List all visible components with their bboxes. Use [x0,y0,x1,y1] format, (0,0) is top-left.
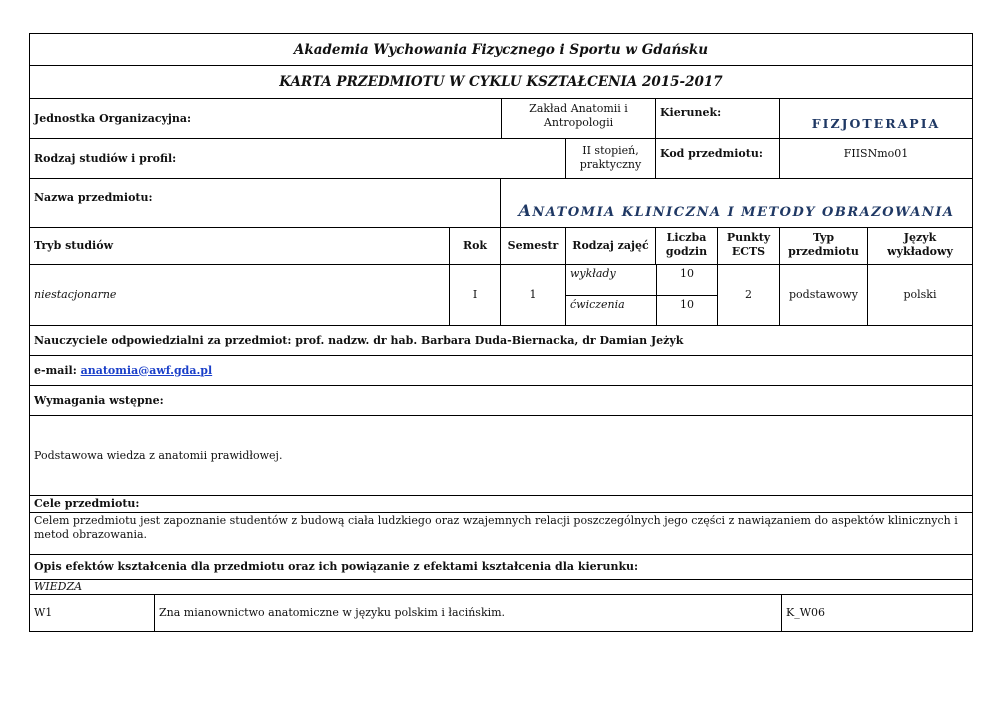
email-cell [30,356,972,385]
td-classes [565,265,717,325]
course-code-value: FIISNmo01 [779,139,972,178]
subject-name-initial: A [518,201,533,220]
subject-name-rest: NATOMIA KLINICZNA I METODY OBRAZOWANIA [532,205,955,220]
studies-table-header [29,228,973,265]
outcomes-section-row [29,580,973,595]
outcomes-label: Opis efektów kształcenia dla przedmiotu oraz ich powiązanie z efektami kształcenia dla kierunku: [34,560,639,573]
requirements-label: Wymagania wstępne: [34,393,164,407]
th-ects-line1: Punkty [726,231,771,244]
td-class-row-exercises [566,295,717,325]
th-ects [717,228,779,264]
goals-label: Cele przedmiotu: [34,497,140,510]
goals-text-line1: Celem przedmiotu jest zapoznanie studentów z budową ciała ludzkiego oraz wzajemnych relacji poszczególnych jego części z nawiązaniem do aspektów klinicznych i [34,514,958,527]
outcomes-label-row [29,555,973,580]
td-class1: wykłady [570,267,616,280]
goals-text [30,513,972,554]
th-subject-type [779,228,867,264]
td-class2: ćwiczenia [570,298,625,311]
direction-value: FIZJOTERAPIA [811,116,941,131]
org-unit-value [501,99,655,138]
org-unit-label: Jednostka Organizacyjna: [34,111,192,125]
th-hours [655,228,717,264]
studies-type-label: Rodzaj studiów i profil: [34,151,177,165]
teachers-row [29,326,973,356]
course-code-label: Kod przedmiotu: [655,139,779,178]
email-row [29,356,973,386]
td-ects: 2 [717,265,779,325]
studies-type-value-line2: praktyczny [579,158,642,171]
subject-name-cell [500,179,972,227]
direction-label: Kierunek: [655,99,779,138]
studies-type-row [29,139,973,179]
requirements-text: Podstawowa wiedza z anatomii prawidłowej. [34,448,283,462]
card-title: KARTA PRZEDMIOTU W CYKLU KSZTAŁCENIA 2015-2017 [279,74,723,90]
subject-name [518,201,955,220]
th-semester: Semestr [500,228,565,264]
studies-table-row [29,265,973,326]
outcomes-section: WIEDZA [34,580,83,593]
td-subject-type: podstawowy [779,265,867,325]
studies-type-value [565,139,655,178]
th-subject-type-line2: przedmiotu [788,245,859,258]
studies-type-value-line1: II stopień, [582,144,639,157]
outcome-row [29,595,973,632]
td-language: polski [867,265,972,325]
th-language [867,228,972,264]
th-year: Rok [449,228,500,264]
direction-value-cell [779,99,972,138]
td-hours2: 10 [656,295,717,325]
th-ects-line2: ECTS [731,245,766,258]
outcome-code: W1 [34,606,53,619]
th-language-line2: wykładowy [887,245,953,258]
td-class-row-lectures [566,265,717,296]
org-unit-value-line1: Zakład Anatomii i [529,102,628,115]
email-label: e-mail: [34,363,81,377]
td-mode: niestacjonarne [34,288,117,301]
outcome-reference: K_W06 [781,595,972,631]
th-language-line1: Język [903,231,937,244]
td-semester: 1 [500,265,565,325]
org-unit-row [29,99,973,139]
th-hours-line1: Liczba [666,231,707,244]
goals-text-line2: metod obrazowania. [34,528,148,541]
th-mode: Tryb studiów [34,239,114,252]
td-year: I [449,265,500,325]
goals-label-row [29,496,973,513]
subject-name-row [29,179,973,228]
subject-name-label: Nazwa przedmiotu: [34,191,153,204]
outcome-description: Zna mianownictwo anatomiczne w języku polskim i łacińskim. [154,595,781,631]
goals-text-row [29,513,973,555]
teachers-text: Nauczyciele odpowiedzialni za przedmiot: prof. nadzw. dr hab. Barbara Duda-Biernacka, dr Damian Jeżyk [34,333,684,347]
card-title-row [29,66,973,99]
requirements-text-row [29,416,973,496]
course-card [29,33,973,632]
td-hours1: 10 [656,265,717,295]
institution-name: Akademia Wychowania Fizycznego i Sportu w Gdańsku [293,41,709,58]
org-unit-value-line2: Antropologii [543,116,614,129]
institution-row [29,33,973,66]
th-subject-type-line1: Typ [812,231,835,244]
th-hours-line2: godzin [665,245,708,258]
th-class-type: Rodzaj zajęć [565,228,655,264]
email-link[interactable]: anatomia@awf.gda.pl [80,363,213,377]
requirements-label-row [29,386,973,416]
